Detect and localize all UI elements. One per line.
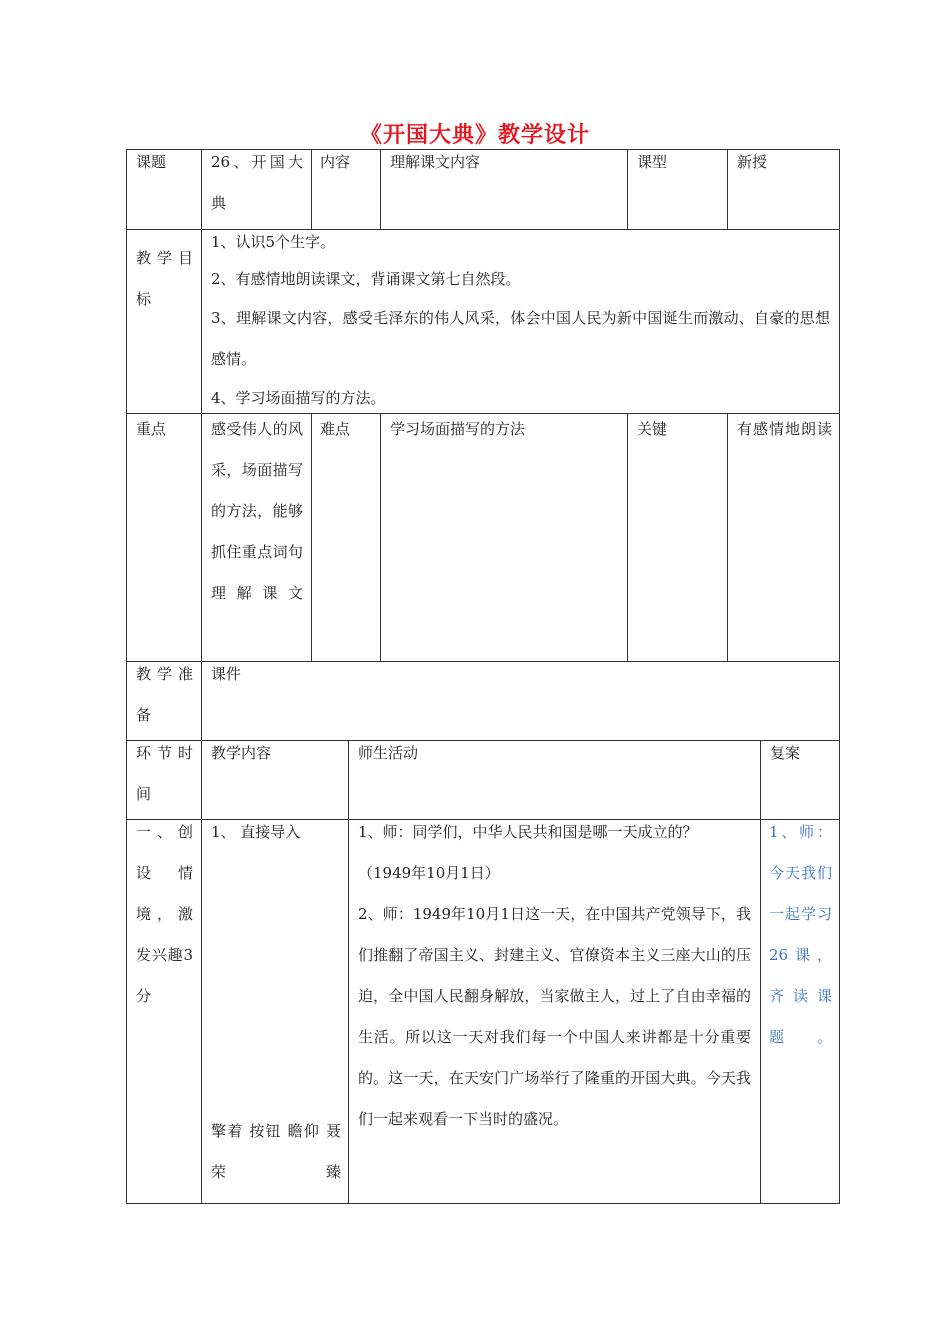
label-type: 课型: [637, 153, 668, 171]
header-content: 教学内容: [211, 744, 272, 762]
objectives-list: [211, 224, 830, 417]
label-content: 内容: [320, 153, 351, 171]
header-stage: 环节时间: [136, 744, 193, 803]
label-difficulty: 难点: [320, 420, 351, 438]
preparation-value: 课件: [211, 665, 242, 683]
label-preparation: 教学准备: [136, 665, 193, 724]
page-title: 《开国大典》教学设计: [359, 123, 590, 148]
header-review: 复案: [770, 744, 801, 762]
label-topic: 课题: [136, 153, 167, 171]
objective-item: 2、有感情地朗读课文，背诵课文第七自然段。: [211, 270, 521, 288]
stage-1-activity: [358, 812, 751, 1140]
objective-item: 3、理解课文内容，感受毛泽东的伟人风采，体会中国人民为新中国诞生而激动、自豪的思想感情。: [211, 309, 830, 368]
stage-1-review: 1、师：今天我们一起学习26课，齐读课题。: [769, 823, 832, 1046]
stage-1-content: 1、 直接导入: [211, 823, 301, 841]
stage-1-name: 一、创设情境，激发兴趣3分: [136, 823, 193, 1005]
activity-line: 2、师：1949年10月1日这一天，在中国共产党领导下，我们推翻了帝国主义、封建主义、官僚资本主义三座大山的压迫，全中国人民翻身解放，当家做主人，过上了自由幸福的生活。所以这一天对我们每一个中国人来讲都是十分重要的。这一天，在天安门广场举行了隆重的开国大典。今天我们一起来观看一下当时的盛况。: [358, 905, 751, 1128]
type-value: 新授: [737, 153, 768, 171]
label-key-point: 重点: [136, 420, 167, 438]
topic-value: 26、开国大典: [211, 153, 303, 212]
objective-item: 1、认识5个生字。: [211, 233, 336, 251]
content-value: 理解课文内容: [390, 153, 481, 171]
objective-item: 4、学习场面描写的方法。: [211, 389, 386, 407]
stage-1-vocabulary: 擎着 按钮 瞻仰 聂荣臻: [211, 1122, 341, 1181]
activity-line: （1949年10月1日）: [358, 864, 500, 882]
header-activity: 师生活动: [358, 744, 419, 762]
label-crux: 关键: [637, 420, 668, 438]
activity-line: 1、师：同学们，中华人民共和国是哪一天成立的？: [358, 823, 698, 841]
label-objectives: 教学目标: [136, 249, 193, 308]
difficulty-value: 学习场面描写的方法: [390, 420, 526, 438]
key-point-value: 感受伟人的风采，场面描写的方法，能够抓住重点词句理解课文: [211, 420, 303, 602]
crux-value: 有感情地朗读: [737, 420, 832, 438]
